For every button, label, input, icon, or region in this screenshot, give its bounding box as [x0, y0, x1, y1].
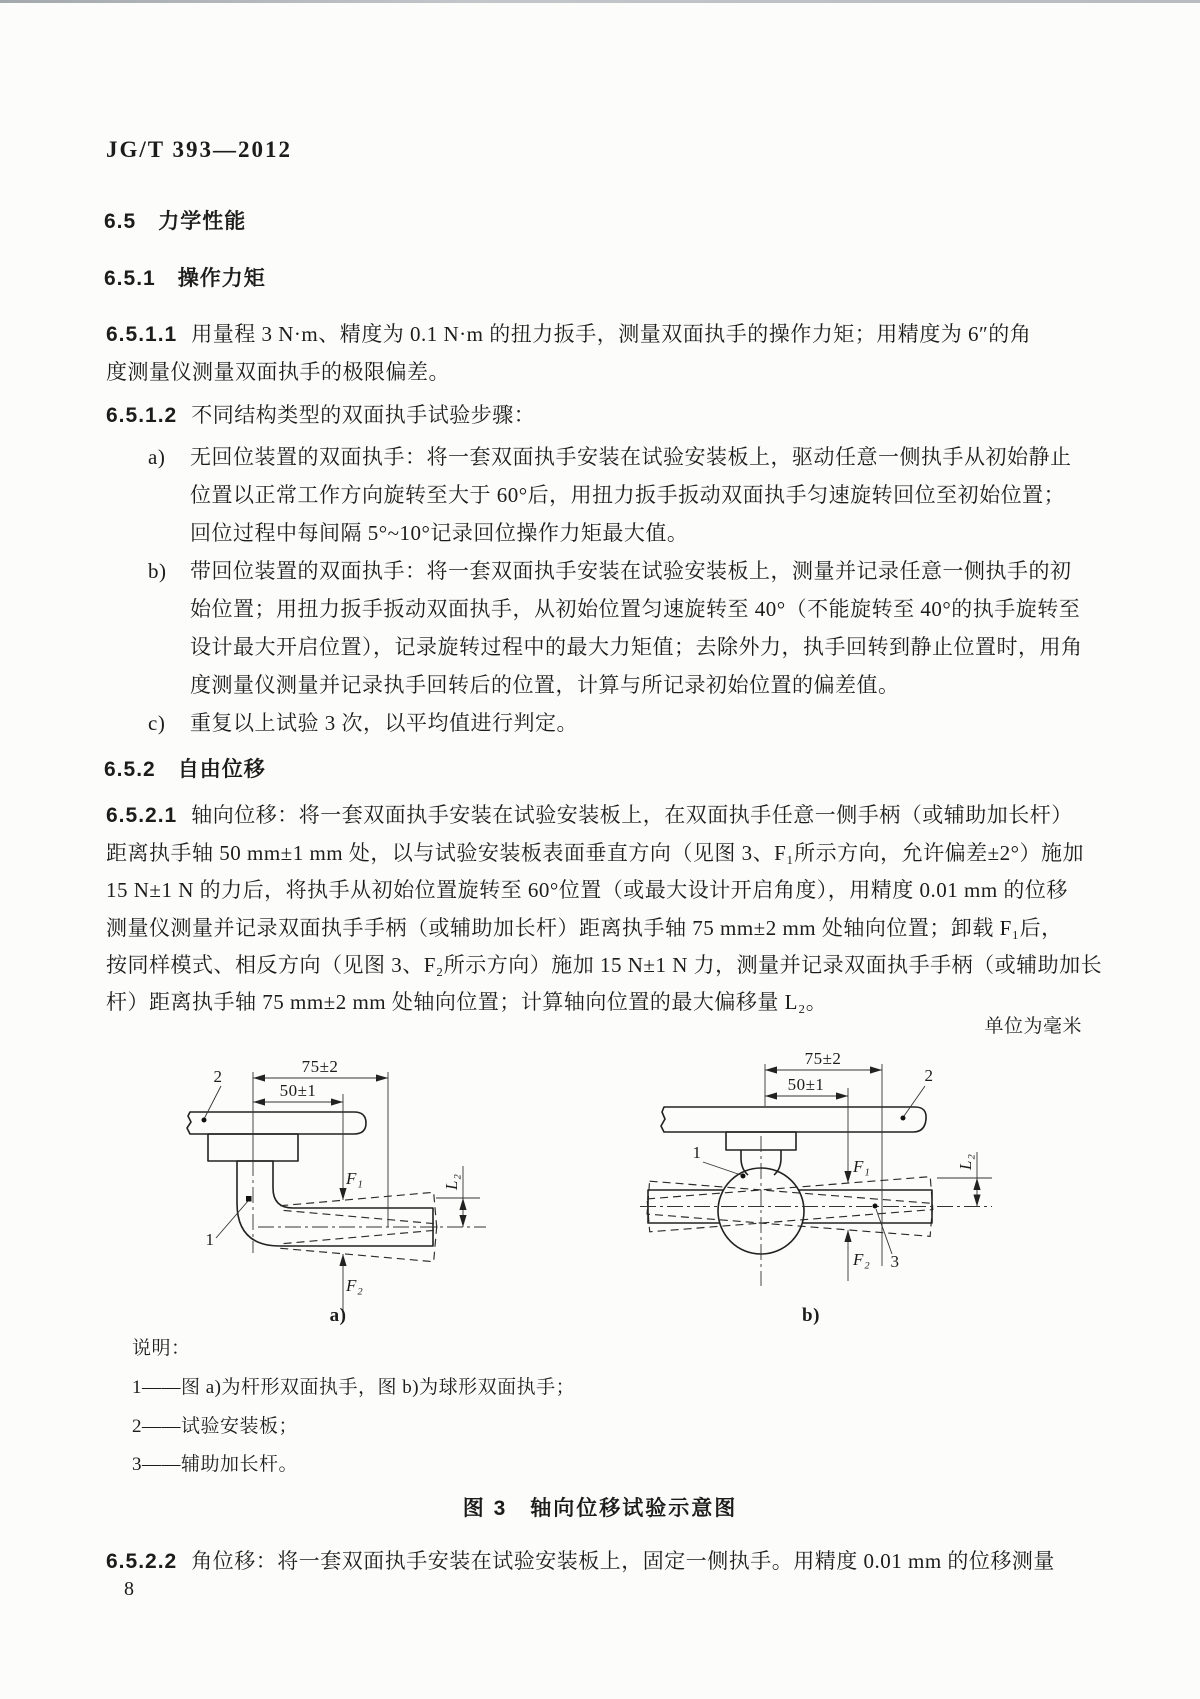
list-item-b-line1: 带回位装置的双面执手：将一套双面执手安装在试验安装板上，测量并记录任意一侧执手的初: [190, 559, 1072, 583]
figure-3a-diagram: [140, 1048, 500, 1338]
extension-rod-left: [648, 1190, 723, 1223]
ref-2-label: 2: [213, 1067, 223, 1086]
page-number: 8: [124, 1578, 134, 1600]
deflected-lever-up: [280, 1192, 437, 1243]
force-f2-label: F₂: [346, 1276, 364, 1295]
ref-1-label: 1: [205, 1230, 215, 1249]
legend-item-3: 3——辅助加长杆。: [132, 1454, 299, 1475]
clause-6-5-2-1-line2: 距离执手轴 50 mm±1 mm 处，以与试验安装板表面垂直方向（见图 3、F₁所示方向，允许偏差±2°）施加: [106, 841, 1085, 865]
ref-3-leader: [876, 1209, 892, 1254]
legend-item-2: 2——试验安装板；: [132, 1416, 299, 1437]
clause-6-5-2-2: [106, 1548, 1055, 1575]
heading-6-5-1: 6.5.1 操作力矩: [104, 267, 266, 290]
doc-code: JG/T 393—2012: [106, 137, 292, 162]
figure-caption: 图 3 轴向位移试验示意图: [462, 1497, 738, 1520]
clause-6-5-2-1-line3: 15 N±1 N 的力后，将执手从初始位置旋转至 60°位置（或最大设计开启角度），用精度 0.01 mm 的位移: [106, 878, 1068, 902]
ref-1-leader: [703, 1162, 741, 1175]
l2-label: L₂: [442, 1173, 461, 1190]
l2-label: L₂: [956, 1153, 975, 1170]
force-f1-label: F₁: [346, 1169, 364, 1188]
force-f1-label: F₁: [853, 1157, 871, 1176]
clause-number: 6.5.2.1: [106, 804, 178, 827]
ref-3-dot: [873, 1204, 878, 1209]
clause-6-5-1-1-line2: 度测量仪测量双面执手的极限偏差。: [106, 360, 450, 384]
ref-2-leader: [204, 1086, 221, 1119]
heading-6-5: 6.5 力学性能: [104, 210, 247, 233]
figure-3b-diagram: [595, 1048, 1010, 1338]
clause-6-5-2-1-line5: 按同样模式、相反方向（见图 3、F₂所示方向）施加 15 N±1 N 力，测量并记录双面执手手柄（或辅助加长: [106, 953, 1103, 977]
clause-text: 不同结构类型的双面执手试验步骤：: [191, 403, 536, 427]
list-item-a-line2: 位置以正常工作方向旋转至大于 60°后，用扭力扳手扳动双面执手匀速旋转回位至初始位置；: [190, 483, 1066, 507]
clause-text: 角位移：将一套双面执手安装在试验安装板上，固定一侧执手。用精度 0.01 mm 的位移测量: [191, 1549, 1055, 1573]
clause-6-5-1-1-line1: [106, 321, 1031, 348]
ref-2-dot: [901, 1116, 906, 1121]
dim-75-label: 75±2: [804, 1049, 842, 1068]
subfigure-a-caption: a): [329, 1305, 347, 1326]
dim-50-label: 50±1: [279, 1081, 317, 1100]
list-item-c-label: c): [148, 711, 166, 735]
test-mounting-plate: [661, 1107, 926, 1132]
ref-1-dot: [741, 1174, 746, 1179]
clause-6-5-2-1-line6: 杆）距离执手轴 75 mm±2 mm 处轴向位置；计算轴向位置的最大偏移量 L₂。: [106, 990, 828, 1014]
legend-title: 说明：: [132, 1338, 191, 1359]
subfigure-b-caption: b): [802, 1305, 820, 1326]
legend-item-1: 1——图 a)为杆形双面执手，图 b)为球形双面执手；: [132, 1377, 576, 1398]
ref-1-leader: [216, 1201, 248, 1238]
list-item-a-label: a): [148, 445, 166, 469]
ref-1-dot: [246, 1196, 252, 1202]
dim-75-label: 75±2: [301, 1057, 339, 1076]
test-mounting-plate: [187, 1112, 366, 1134]
ref-3-label: 3: [890, 1252, 900, 1271]
ref-2-leader: [904, 1086, 925, 1116]
force-f2-label: F₂: [853, 1250, 871, 1269]
ref-2-label: 2: [924, 1066, 934, 1085]
ref-2-dot: [202, 1118, 207, 1123]
clause-text: 轴向位移：将一套双面执手安装在试验安装板上，在双面执手任意一侧手柄（或辅助加长杆）: [191, 803, 1073, 827]
list-item-a-line3: 回位过程中每间隔 5°~10°记录回位操作力矩最大值。: [190, 521, 689, 545]
clause-number: 6.5.1.1: [106, 323, 178, 346]
list-item-b-line4: 度测量仪测量并记录执手回转后的位置，计算与所记录初始位置的偏差值。: [190, 673, 900, 697]
clause-6-5-2-1-line4: 测量仪测量并记录双面执手手柄（或辅助加长杆）距离执手轴 75 mm±2 mm 处轴向位置；卸载 F₁后，: [106, 916, 1063, 940]
clause-number: 6.5.2.2: [106, 1550, 178, 1573]
clause-text: 用量程 3 N·m、精度为 0.1 N·m 的扭力扳手，测量双面执手的操作力矩；用精度为 6″的角: [191, 322, 1032, 346]
list-item-b-label: b): [148, 559, 167, 583]
list-item-b-line2: 始位置；用扭力扳手扳动双面执手，从初始位置匀速旋转至 40°（不能旋转至 40°的执手旋转至: [190, 597, 1081, 621]
clause-6-5-2-1-line1: [106, 802, 1073, 829]
list-item-a-line1: 无回位装置的双面执手：将一套双面执手安装在试验安装板上，驱动任意一侧执手从初始静止: [190, 445, 1072, 469]
list-item-c-line1: 重复以上试验 3 次，以平均值进行判定。: [190, 711, 578, 735]
list-item-b-line3: 设计最大开启位置），记录旋转过程中的最大力矩值；去除外力，执手回转到静止位置时，用角: [190, 635, 1083, 659]
deflected-lever-down: [280, 1210, 437, 1261]
heading-6-5-2: 6.5.2 自由位移: [104, 758, 266, 781]
ref-1-label: 1: [692, 1143, 702, 1162]
clause-6-5-1-2: [106, 402, 535, 429]
clause-number: 6.5.1.2: [106, 404, 178, 427]
unit-note: 单位为毫米: [984, 1016, 1082, 1037]
dim-50-label: 50±1: [787, 1075, 825, 1094]
